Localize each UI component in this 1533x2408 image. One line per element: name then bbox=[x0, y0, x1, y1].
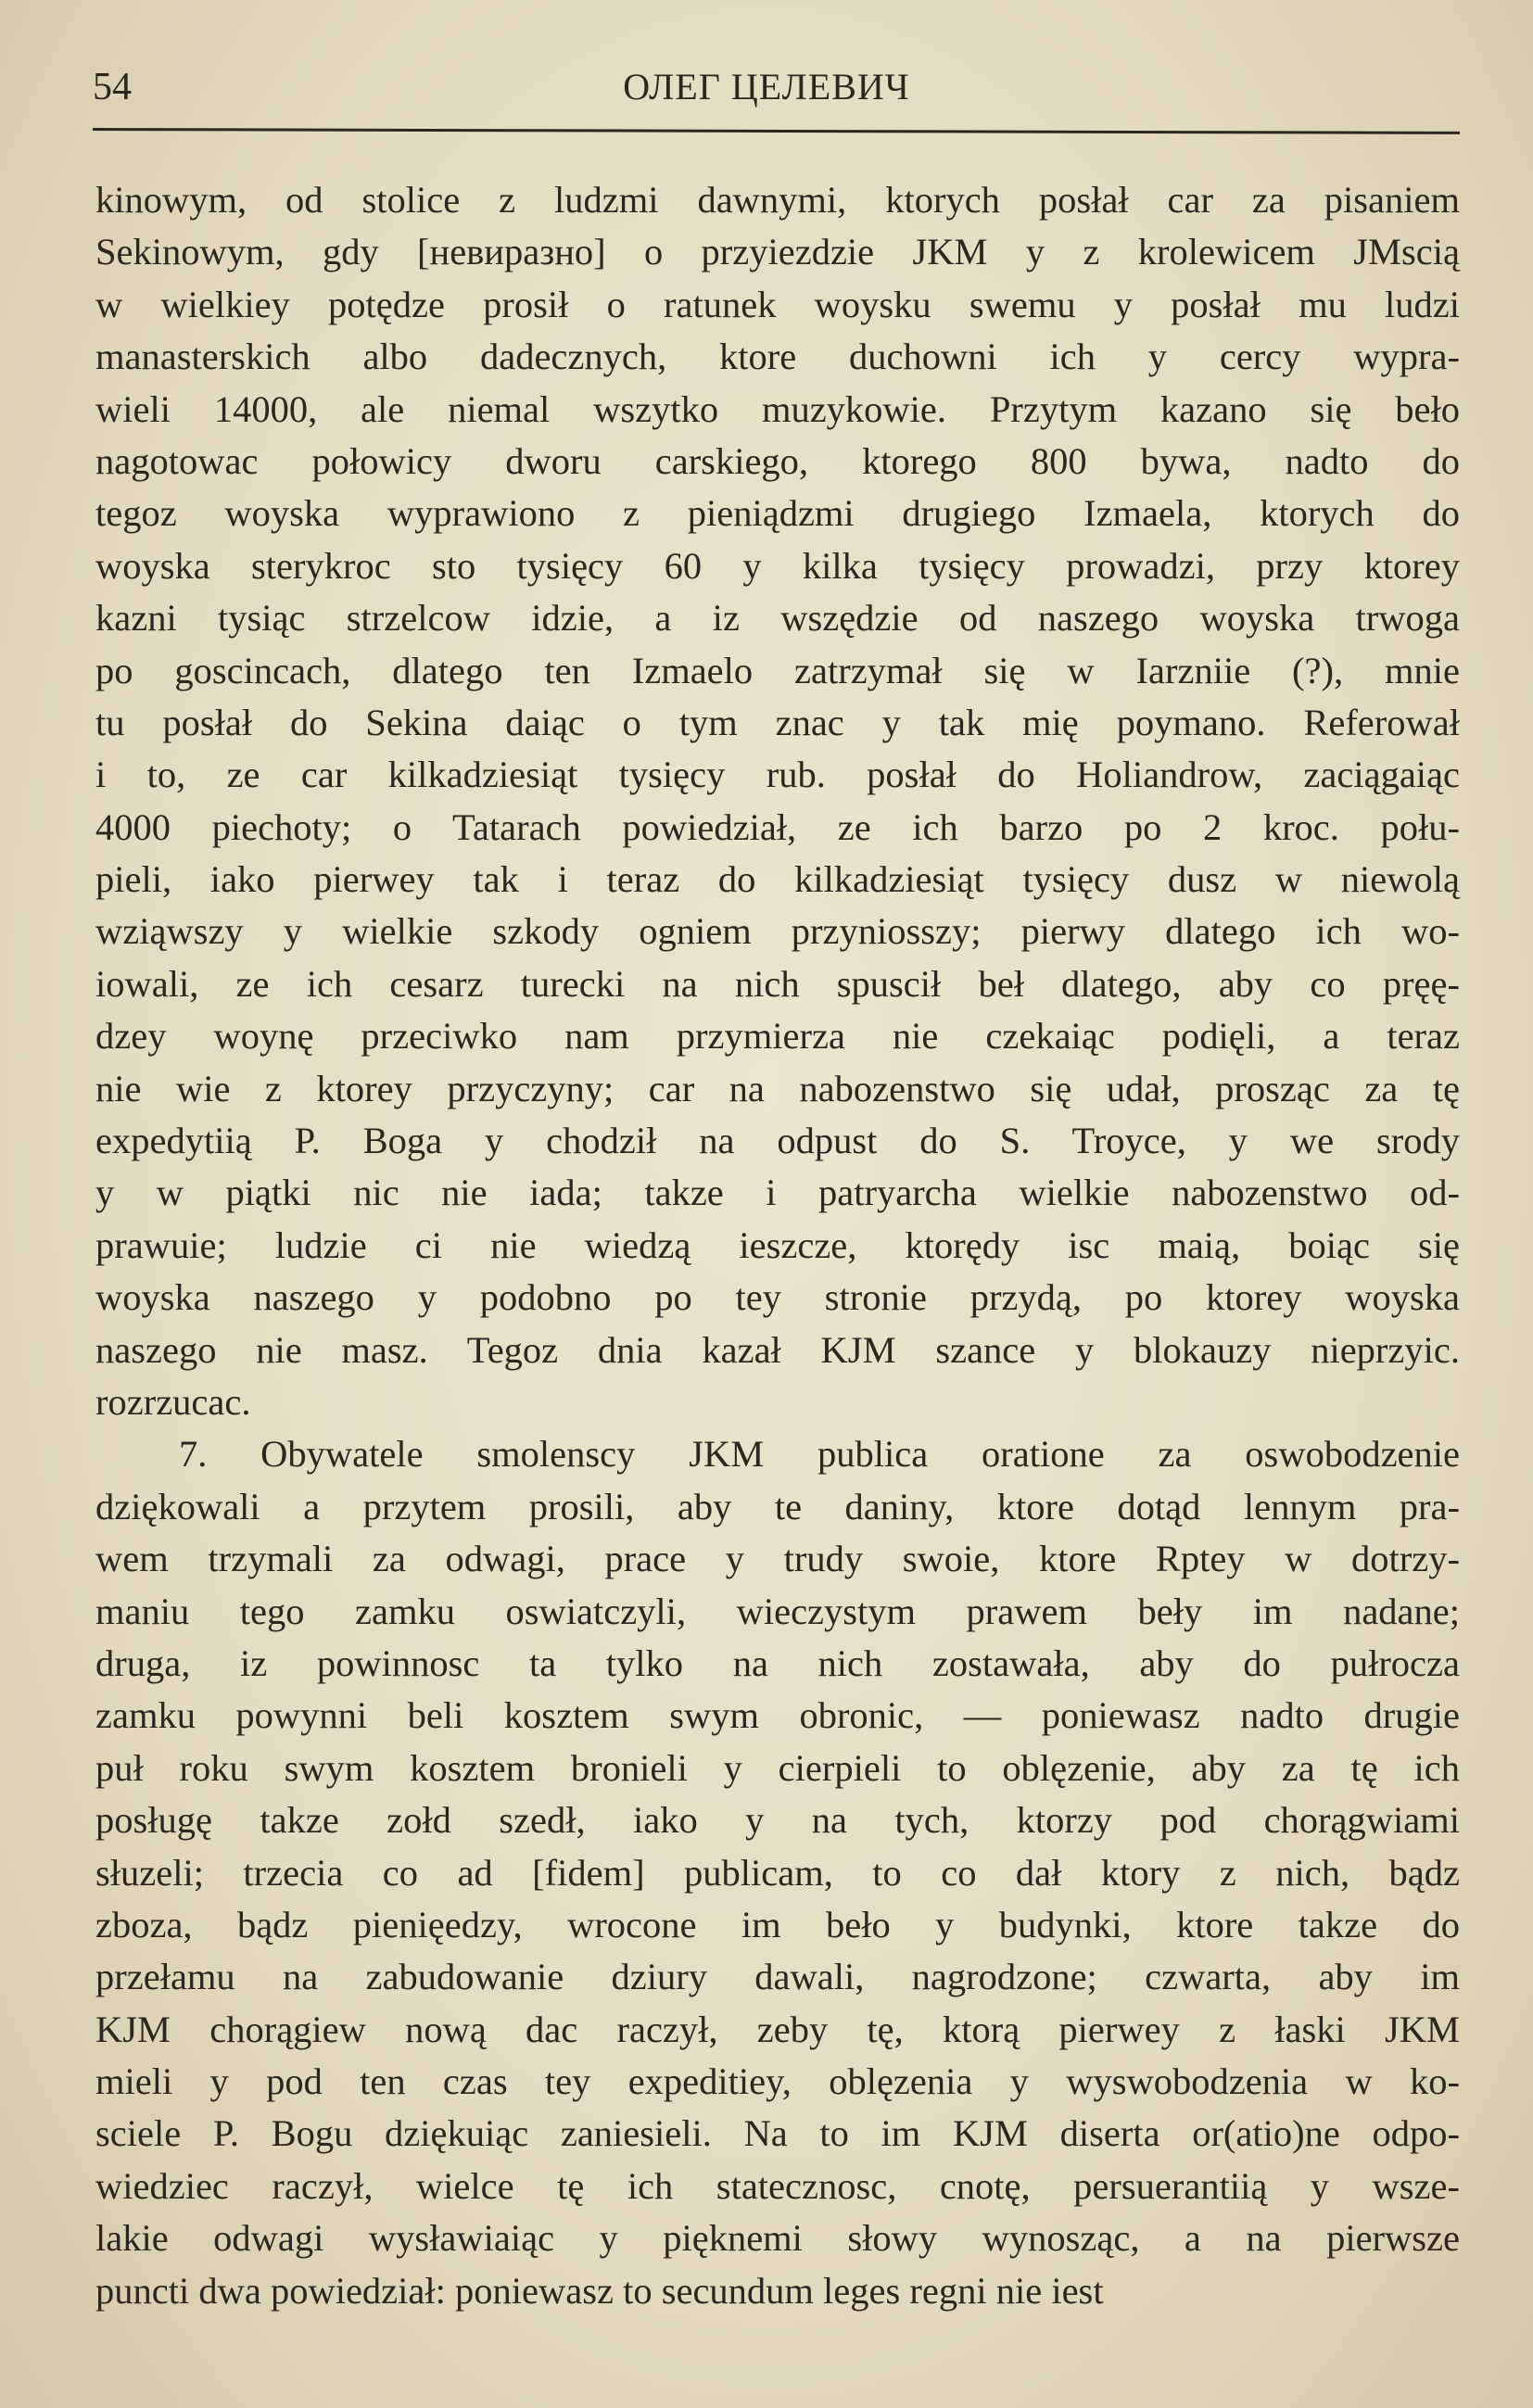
text-line: prawuie; ludzie ci nie wiedzą ieszcze, ktorędy isc maią, boiąc się bbox=[95, 1223, 1460, 1266]
text-line: zamku powynni beli kosztem swym obronic, — poniewasz nadto drugie bbox=[95, 1694, 1460, 1737]
text-line: kinowym, od stolice z ludzmi dawnymi, ktorych posłał car za pisaniem bbox=[95, 179, 1460, 221]
text-line: puncti dwa powiedział: poniewasz to secundum leges regni nie iest bbox=[95, 2269, 1104, 2312]
text-line: puł roku swym kosztem bronieli y cierpieli to oblęzenie, aby za tę ich bbox=[95, 1746, 1460, 1789]
text-line: expedytiią P. Boga y chodził na odpust do S. Troyce, y we srody bbox=[95, 1120, 1460, 1162]
text-line: po goscincach, dlatego ten Izmaelo zatrzymał się w Iarzniie (?), mnie bbox=[95, 649, 1460, 691]
paragraph bbox=[95, 1428, 1460, 2317]
text-line: tegoz woyska wyprawiono z pieniądzmi drugiego Izmaela, ktorych do bbox=[95, 492, 1460, 535]
text-line: iowali, ze ich cesarz turecki na nich spuscił beł dlatego, aby co pręę- bbox=[95, 962, 1460, 1005]
text-line: wieli 14000, ale niemal wszytko muzykowie. Przytym kazano się beło bbox=[95, 387, 1460, 430]
text-line: druga, iz powinnosc ta tylko na nich zostawała, aby do pułrocza bbox=[95, 1641, 1460, 1684]
running-title: ОЛЕГ ЦЕЛЕВИЧ bbox=[623, 66, 910, 108]
text-line: Sekinowym, gdy [невиразно] o przyiezdzie JKM y z krolewicem JMscią bbox=[95, 231, 1460, 273]
text-line: wiedziec raczył, wielce tę ich statecznosc, cnotę, persuerantiią y wsze- bbox=[95, 2164, 1460, 2207]
text-line: wziąwszy y wielkie szkody ogniem przyniosszy; pierwy dlatego ich wo- bbox=[95, 910, 1460, 953]
text-line: kazni tysiąc strzelcow idzie, a iz wszędzie od naszego woyska trwoga bbox=[95, 597, 1460, 640]
text-line: wem trzymali za odwagi, prace y trudy swoie, ktore Rptey w dotrzy- bbox=[95, 1538, 1460, 1580]
text-line: posługę takze zołd szedł, iako y na tych, ktorzy pod chorągwiami bbox=[95, 1799, 1460, 1842]
text-line: przełamu na zabudowanie dziury dawali, nagrodzone; czwarta, aby im bbox=[95, 1956, 1460, 1998]
text-line: zboza, bądz pienięedzy, wrocone im beło y budynki, ktore takze do bbox=[95, 1903, 1460, 1945]
text-line: lakie odwagi wysławiaiąc y pięknemi słowy wynosząc, a na pierwsze bbox=[95, 2217, 1460, 2260]
text-line: nagotowac połowicy dworu carskiego, ktorego 800 bywa, nadto do bbox=[95, 439, 1460, 482]
text-line: sciele P. Bogu dziękuiąc zaniesieli. Na to im KJM diserta or(atio)ne odpo- bbox=[95, 2112, 1460, 2155]
text-line: KJM chorągiew nową dac raczył, zeby tę, ktorą pierwey z łaski JKM bbox=[95, 2008, 1460, 2050]
text-line: dziękowali a przytem prosili, aby te daniny, ktore dotąd lennym pra- bbox=[95, 1485, 1460, 1527]
text-line: y w piątki nic nie iada; takze i patryarcha wielkie nabozenstwo od- bbox=[95, 1172, 1460, 1214]
text-line: 4000 piechoty; o Tatarach powiedział, ze ich barzo po 2 kroc. połu- bbox=[95, 805, 1460, 848]
page-body bbox=[95, 174, 1460, 2317]
text-line: rozrzucac. bbox=[95, 1380, 251, 1423]
text-line: tu posłał do Sekina daiąc o tym znac y tak mię poymano. Referował bbox=[95, 701, 1460, 743]
text-line: nie wie z ktorey przyczyny; car na nabozenstwo się udał, prosząc za tę bbox=[95, 1067, 1460, 1109]
text-line: pieli, iako pierwey tak i teraz do kilkadziesiąt tysięcy dusz w niewolą bbox=[95, 858, 1460, 901]
text-line: mieli y pod ten czas tey expeditiey, oblęzenia y wyswobodzenia w ko- bbox=[95, 2060, 1460, 2103]
text-line: woyska sterykroc sto tysięcy 60 y kilka tysięcy prowadzi, przy ktorey bbox=[95, 544, 1460, 587]
text-line: naszego nie masz. Tegoz dnia kazał KJM szance y blokauzy nieprzyic. bbox=[95, 1328, 1460, 1371]
text-line: słuzeli; trzecia co ad [fidem] publicam, to co dał ktory z nich, bądz bbox=[95, 1851, 1460, 1894]
text-line: 7. Obywatele smolenscy JKM publica oratione za oswobodzenie bbox=[179, 1433, 1460, 1476]
text-line: w wielkiey potędze prosił o ratunek woysku swemu y posłał mu ludzi bbox=[95, 283, 1460, 325]
text-line: dzey woynę przeciwko nam przymierza nie czekaiąc podięli, a teraz bbox=[95, 1015, 1460, 1058]
text-line: i to, ze car kilkadziesiąt tysięcy rub. posłał do Holiandrow, zaciągaiąc bbox=[95, 754, 1460, 796]
text-line: maniu tego zamku oswiatczyli, wieczystym prawem beły im nadane; bbox=[95, 1590, 1460, 1632]
text-line: woyska naszego y podobno po tey stronie przydą, po ktorey woyska bbox=[95, 1276, 1460, 1319]
text-line: manasterskich albo dadecznych, ktore duchowni ich y cercy wypra- bbox=[95, 336, 1460, 378]
paragraph bbox=[95, 174, 1460, 1428]
page-number: 54 bbox=[93, 66, 132, 108]
header-rule bbox=[93, 128, 1460, 134]
